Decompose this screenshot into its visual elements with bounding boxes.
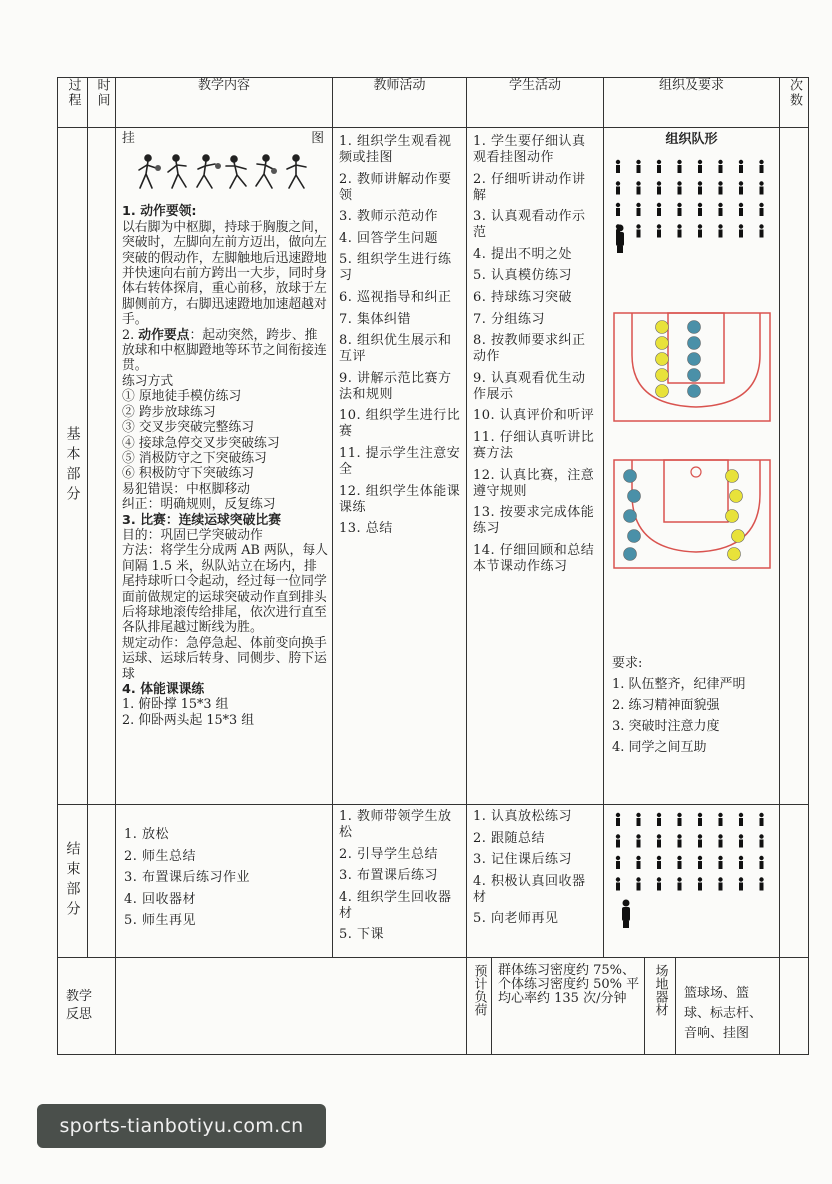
teacher-item: 12. 组织学生体能课课练	[339, 483, 461, 515]
fitness-item: 2. 仰卧两头起 15*3 组	[122, 712, 255, 728]
student-item: 4. 积极认真回收器材	[473, 873, 586, 905]
ending-teacher-list	[333, 805, 466, 952]
student-item: 13. 按要求完成体能练习	[473, 505, 595, 537]
student-figure-icon	[657, 877, 661, 890]
student-item: 6. 持球练习突破	[473, 289, 573, 305]
student-figure-icon	[657, 834, 661, 847]
fitness-item: 1. 俯卧撑 15*3 组	[122, 697, 229, 713]
game-method: 方法：将学生分成两 AB 两队，每人间隔 1.5 米，纵队站立在场内，排尾持球听口令起动，经过每一位同学面前做规定的运球突破动作直到排头后将球地滚传给排尾，依次进行直至各队排尾越过断线为胜。	[122, 543, 328, 636]
student-figure-icon	[739, 877, 743, 890]
student-figure-icon	[718, 181, 722, 194]
player-marker	[728, 548, 741, 561]
teacher-item: 3. 教师示范动作	[339, 209, 439, 225]
teacher-item: 4. 回答学生问题	[339, 230, 439, 246]
watermark-badge: sports-tianbotiyu.com.cn	[37, 1104, 326, 1148]
common-error: 易犯错误：中枢脚移动	[122, 481, 250, 497]
organization-cell	[604, 132, 779, 758]
student-figure-icon	[718, 877, 722, 890]
requirements	[604, 589, 779, 758]
student-figure-icon	[636, 224, 640, 237]
student-figure-icon	[657, 160, 661, 173]
student-figure-icon	[739, 181, 743, 194]
player-marker	[656, 369, 669, 382]
header-content: 教学内容	[116, 78, 333, 128]
teacher-item: 1. 教师带领学生放松	[339, 809, 452, 840]
ending-student-list	[467, 805, 603, 936]
requirement-item: 4. 同学之间互助	[612, 740, 707, 755]
student-figure-icon	[759, 224, 763, 237]
court-diagram-2	[604, 454, 780, 584]
ending-content-item: 4. 回收器材	[124, 891, 197, 907]
practice-way: ③ 交叉步突破完整练习	[122, 420, 255, 436]
ending-content-item: 3. 布置课后练习作业	[124, 870, 251, 886]
student-item: 5. 向老师再见	[473, 911, 559, 927]
student-figure-icon	[698, 877, 702, 890]
player-marker	[688, 369, 701, 382]
teacher-item: 11. 提示学生注意安全	[339, 445, 461, 477]
student-figure-icon	[698, 160, 702, 173]
student-figure-icon	[636, 181, 640, 194]
requirement-item: 3. 突破时注意力度	[612, 719, 720, 734]
student-figure-icon	[718, 856, 722, 869]
student-figure-icon	[739, 856, 743, 869]
player-marker	[624, 548, 637, 561]
student-figure-icon	[677, 181, 681, 194]
teacher-item: 2. 引导学生总结	[339, 846, 439, 862]
student-figure-icon	[718, 834, 722, 847]
player-marker	[656, 337, 669, 350]
teacher-item: 5. 下课	[339, 927, 385, 943]
teacher-item: 6. 巡视指导和纠正	[339, 289, 452, 305]
student-figure-icon	[739, 160, 743, 173]
reflection-row	[58, 958, 809, 1055]
venue-text: 篮球场、篮球、标志杆、音响、挂图	[684, 986, 763, 1041]
player-marker	[726, 510, 739, 523]
tu-text: 图	[311, 131, 324, 146]
player-marker	[688, 385, 701, 398]
student-figure-icon	[759, 160, 763, 173]
student-figure-icon	[616, 203, 620, 216]
player-marker	[732, 530, 745, 543]
student-item: 3. 认真观看动作示范	[473, 209, 586, 241]
student-figure-icon	[739, 224, 743, 237]
practice-way: ⑤ 消极防守之下突破练习	[122, 450, 267, 466]
formation-title: 组织队形	[665, 132, 718, 147]
header-times: 次数	[787, 78, 802, 108]
student-figure-icon	[677, 160, 681, 173]
student-item: 1. 学生要仔细认真观看挂图动作	[473, 134, 586, 165]
header-time: 时间	[94, 78, 110, 108]
essentials-text: 以右脚为中枢脚，持球于胸腹之间，突破时，左脚向左前方迈出，做向左突破的假动作，左脚触地后迅速蹬地并快速向右前方跨出一大步，同时身体右转体探肩，重心前移，放球于左脚侧前方，右脚迅速蹬地加速超越对手。	[122, 219, 327, 328]
practice-way: ⑥ 积极防守下突破练习	[122, 466, 255, 482]
student-figure-icon	[759, 877, 763, 890]
venue-label: 场地器材	[652, 964, 668, 1016]
student-figure-icon	[616, 181, 620, 194]
header-org: 组织及要求	[604, 78, 780, 128]
ending-row	[58, 805, 809, 958]
student-figure-icon	[677, 224, 681, 237]
heading-game: 3. 比赛：连续运球突破比赛	[122, 512, 281, 528]
formation-diagram	[604, 148, 780, 260]
student-figure-icon	[657, 203, 661, 216]
basic-teacher-list	[333, 128, 466, 546]
load-label: 预计负荷	[471, 964, 487, 1016]
student-figure-icon	[698, 856, 702, 869]
teacher-item: 4. 组织学生回收器材	[339, 889, 452, 921]
student-figure-icon	[718, 224, 722, 237]
student-figure-icon	[698, 203, 702, 216]
basic-student-list	[467, 128, 603, 583]
student-item: 1. 认真放松练习	[473, 809, 573, 824]
requirement-item: 2. 练习精神面貌强	[612, 698, 720, 713]
load-venue-area	[467, 958, 779, 1054]
student-item: 12. 认真比赛，注意遵守规则	[473, 467, 595, 499]
teacher-item: 1. 组织学生观看视频或挂图	[339, 134, 452, 165]
player-marker	[726, 470, 739, 483]
student-figure-icon	[698, 224, 702, 237]
student-figure-icon	[636, 856, 640, 869]
teacher-item: 5. 组织学生进行练习	[339, 252, 452, 284]
player-marker	[624, 470, 637, 483]
student-item: 3. 记住课后练习	[473, 852, 573, 868]
teacher-item: 9. 讲解示范比赛方法和规则	[339, 370, 452, 402]
ending-content-item: 5. 师生再见	[124, 913, 197, 929]
ending-label: 结束部分	[64, 841, 81, 921]
student-figure-icon	[718, 160, 722, 173]
student-item: 2. 跟随总结	[473, 830, 546, 846]
basic-row	[58, 128, 809, 805]
student-item: 11. 仔细认真听讲比赛方法	[473, 429, 595, 461]
practice-way: ① 原地徒手模仿练习	[122, 389, 242, 405]
student-figure-icon	[616, 160, 620, 173]
lesson-plan-table	[57, 77, 809, 1055]
player-marker	[688, 353, 701, 366]
student-item: 7. 分组练习	[473, 311, 546, 327]
court-diagram-1	[604, 305, 780, 435]
student-figure-icon	[636, 160, 640, 173]
student-item: 2. 仔细听讲动作讲解	[473, 171, 586, 203]
correction: 纠正：明确规则，反复练习	[122, 497, 276, 513]
student-figure-icon	[759, 834, 763, 847]
basic-label: 基本部分	[64, 426, 81, 506]
student-item: 9. 认真观看优生动作展示	[473, 370, 586, 402]
student-figure-icon	[636, 877, 640, 890]
student-figure-icon	[677, 203, 681, 216]
heading-essentials: 1. 动作要领:	[122, 204, 197, 220]
player-marker	[656, 321, 669, 334]
requirement-item: 1. 队伍整齐，纪律严明	[612, 677, 746, 692]
player-marker	[656, 353, 669, 366]
reflection-label: 教学反思	[66, 989, 93, 1022]
student-figure-icon	[759, 203, 763, 216]
ending-formation-diagram	[604, 805, 780, 935]
student-figure-icon	[718, 203, 722, 216]
student-figure-icon	[677, 877, 681, 890]
practice-ways-label: 练习方式	[122, 373, 174, 389]
student-figure-icon	[677, 813, 681, 826]
practice-way: ② 跨步放球练习	[122, 404, 216, 420]
student-figure-icon	[616, 856, 620, 869]
ending-content-item: 1. 放松	[124, 827, 170, 842]
load-text: 群体练习密度约 75%、个体练习密度约 50% 平均心率约 135 次/分钟	[492, 958, 645, 1054]
student-figure-icon	[677, 834, 681, 847]
header-process: 过程	[65, 78, 81, 108]
game-rules: 规定动作：急停急起、体前变向换手运球、运球后转身、同侧步、胯下运球	[122, 635, 327, 682]
player-marker	[628, 530, 641, 543]
student-item: 4. 提出不明之处	[473, 246, 573, 262]
player-marker	[688, 321, 701, 334]
teacher-item: 7. 集体纠错	[339, 311, 412, 327]
game-aim: 目的：巩固已学突破动作	[122, 527, 263, 543]
practice-way: ④ 接球急停交叉步突破练习	[122, 435, 280, 451]
player-marker	[688, 337, 701, 350]
ending-content-list	[116, 805, 332, 929]
teacher-item: 3. 布置课后练习	[339, 868, 439, 884]
teacher-item: 8. 组织优生展示和互评	[339, 333, 452, 365]
student-item: 5. 认真模仿练习	[473, 268, 573, 284]
header-teacher: 教师活动	[333, 78, 467, 128]
student-figure-icon	[636, 834, 640, 847]
student-figure-icon	[739, 813, 743, 826]
player-marker	[730, 490, 743, 503]
student-figure-icon	[616, 813, 620, 826]
header-student: 学生活动	[467, 78, 604, 128]
student-figure-icon	[739, 834, 743, 847]
heading-fitness: 4. 体能课课练	[122, 682, 205, 697]
student-item: 14. 仔细回顾和总结本节课动作练习	[473, 542, 595, 574]
student-figure-icon	[616, 834, 620, 847]
player-marker	[656, 385, 669, 398]
student-figure-icon	[657, 224, 661, 237]
player-marker	[628, 490, 641, 503]
student-figure-icon	[698, 834, 702, 847]
student-figure-icon	[616, 877, 620, 890]
basic-content	[116, 128, 332, 731]
student-figure-icon	[677, 856, 681, 869]
teacher-item: 13. 总结	[339, 521, 393, 537]
teacher-item: 2. 教师讲解动作要领	[339, 171, 452, 203]
basketball-poses-image	[128, 150, 318, 196]
student-figure-icon	[739, 203, 743, 216]
student-figure-icon	[759, 813, 763, 826]
student-figure-icon	[636, 813, 640, 826]
header-row	[58, 78, 809, 128]
ending-content-item: 2. 师生总结	[124, 848, 197, 864]
student-figure-icon	[636, 203, 640, 216]
teacher-item: 10. 组织学生进行比赛	[339, 408, 461, 440]
student-figure-icon	[698, 813, 702, 826]
student-item: 8. 按教师要求纠正动作	[473, 333, 586, 365]
student-item: 10. 认真评价和听评	[473, 408, 595, 424]
student-figure-icon	[698, 181, 702, 194]
reflection-body	[116, 958, 467, 1055]
player-marker	[624, 510, 637, 523]
key-points: 2. 动作要点：起动突然，跨步、推放球和中枢脚蹬地等环节之间衔接连贯。	[122, 327, 327, 374]
student-figure-icon	[657, 181, 661, 194]
student-figure-icon	[657, 813, 661, 826]
student-figure-icon	[657, 856, 661, 869]
gua-text: 挂	[122, 131, 135, 146]
requirements-title: 要求:	[612, 656, 643, 671]
student-figure-icon	[718, 813, 722, 826]
student-figure-icon	[759, 856, 763, 869]
student-figure-icon	[759, 181, 763, 194]
